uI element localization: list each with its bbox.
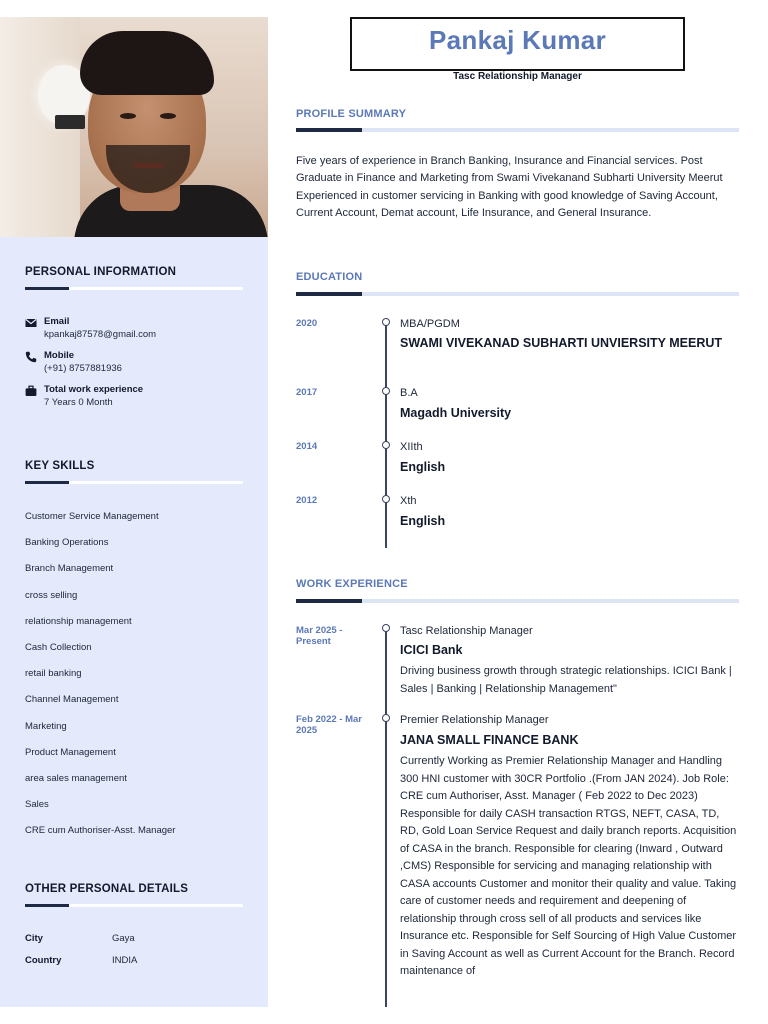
timeline-dot: [382, 495, 390, 503]
section-underline: [296, 599, 739, 603]
skill-item: Banking Operations: [25, 537, 109, 549]
timeline-dot: [382, 441, 390, 449]
key-skills-heading: KEY SKILLS: [25, 460, 95, 472]
email-label: Email: [44, 316, 70, 327]
work-description: Driving business growth through strategic relationships. ICICI Bank | Sales | Banking | Relationship Management": [400, 665, 732, 695]
city-label: City: [25, 933, 43, 944]
education-degree: MBA/PGDM: [400, 318, 460, 330]
timeline-dot: [382, 318, 390, 326]
education-heading: EDUCATION: [296, 271, 363, 283]
skill-item: CRE cum Authoriser-Asst. Manager: [25, 825, 176, 837]
skill-item: relationship management: [25, 615, 132, 627]
info-mobile: [25, 350, 243, 375]
key-skills-section: [0, 460, 268, 850]
work-dates: Feb 2022 - Mar 2025: [296, 714, 362, 736]
skill-item: cross selling: [25, 589, 78, 601]
education-institute: English: [400, 460, 446, 474]
timeline-dot: [382, 387, 390, 395]
timeline-dot: [382, 714, 390, 722]
section-underline: [296, 292, 739, 296]
education-year: 2012: [296, 495, 318, 506]
mobile-label: Mobile: [44, 350, 75, 361]
other-details-heading: OTHER PERSONAL DETAILS: [25, 883, 189, 895]
work-description: Currently Working as Premier Relationship Manager and Handling 300 HNI customer with 30CR Portfolio .(From JAN 2024). Job Role: CRE cum Authoriser, Asst. Manager ( Feb 2022 to Dec 2023) Responsible for daily CASH transaction RTGS, NEFT, CASA, TD, RD, Gold Loan Service Request and daily branch reports. Acquisition of CASA in the branch. Responsible for clearing (Inward , Outward ,CMS) Responsible for servicing and managing relationship with CASA accounts Customer and monitor their quality and value. Taking care of customer needs and requirement and deepening of relationship through cross sell of all products and services like Insurance etc. Responsible for Self Sourcing of High Value Customer in Saving Account as well as Current Account for the Branch. Record maintenance of: [400, 755, 737, 977]
skill-item: Customer Service Management: [25, 511, 159, 522]
profile-summary-heading: PROFILE SUMMARY: [296, 108, 407, 120]
skills-list: [25, 510, 243, 850]
work-dates: Mar 2025 - Present: [296, 625, 343, 647]
profile-summary-text: Five years of experience in Branch Banking, Insurance and Financial services. Post Graduate in Finance and Marketing from Swami Vivekanand Subharti University Meerut Experienced in customer servicing in Banking with good knowledge of Saving Account, Current Account, Demat account, Life Insurance, and General Insurance.: [296, 155, 723, 220]
work-experience-heading: WORK EXPERIENCE: [296, 578, 408, 590]
candidate-name: Pankaj Kumar: [428, 25, 606, 55]
country-label: Country: [25, 955, 62, 966]
left-sidebar: [0, 17, 268, 1007]
mobile-value: (+91) 8757881936: [44, 363, 122, 374]
education-year: 2017: [296, 387, 318, 398]
info-experience: [25, 384, 243, 409]
skill-item: retail banking: [25, 668, 82, 680]
experience-label: Total work experience: [44, 384, 144, 395]
detail-row-country: [25, 955, 243, 966]
skill-item: Product Management: [25, 746, 116, 758]
country-value: INDIA: [112, 955, 138, 966]
education-institute: Magadh University: [400, 406, 512, 420]
candidate-role: Tasc Relationship Manager: [445, 71, 590, 82]
skill-item: Branch Management: [25, 563, 114, 575]
personal-information-heading: PERSONAL INFORMATION: [25, 266, 177, 278]
skill-item: Marketing: [25, 720, 67, 732]
work-role: Premier Relationship Manager: [400, 714, 549, 726]
work-role: Tasc Relationship Manager: [400, 625, 533, 637]
profile-photo: [0, 17, 268, 237]
name-header-box: [350, 17, 685, 82]
education-degree: B.A: [400, 387, 418, 399]
work-company: JANA SMALL FINANCE BANK: [400, 733, 579, 747]
education-institute: English: [400, 514, 446, 528]
work-timeline-line: [385, 629, 387, 1007]
personal-information-section: [0, 266, 268, 418]
skill-item: Cash Collection: [25, 641, 92, 653]
section-underline: [25, 904, 243, 907]
section-underline: [25, 481, 243, 484]
phone-icon: [25, 351, 37, 363]
skill-item: area sales management: [25, 772, 127, 784]
section-underline: [296, 128, 739, 132]
info-email: [25, 316, 243, 341]
section-underline: [25, 287, 243, 290]
education-year: 2014: [296, 441, 318, 452]
city-value: Gaya: [112, 933, 135, 944]
education-degree: XIIth: [400, 441, 423, 453]
experience-value: 7 Years 0 Month: [44, 397, 113, 408]
timeline-dot: [382, 624, 390, 632]
skill-item: Channel Management: [25, 694, 119, 706]
mail-icon: [25, 317, 37, 329]
email-value: kpankaj87578@gmail.com: [44, 329, 157, 340]
briefcase-icon: [25, 385, 37, 397]
education-timeline-line: [385, 322, 387, 548]
education-institute: SWAMI VIVEKANAD SUBHARTI UNVIERSITY MEERUT: [400, 336, 723, 350]
education-degree: Xth: [400, 495, 417, 507]
education-year: 2020: [296, 318, 318, 329]
other-details-section: [0, 883, 268, 977]
detail-row-city: [25, 933, 243, 944]
work-company: ICICI Bank: [400, 643, 463, 657]
skill-item: Sales: [25, 799, 49, 811]
